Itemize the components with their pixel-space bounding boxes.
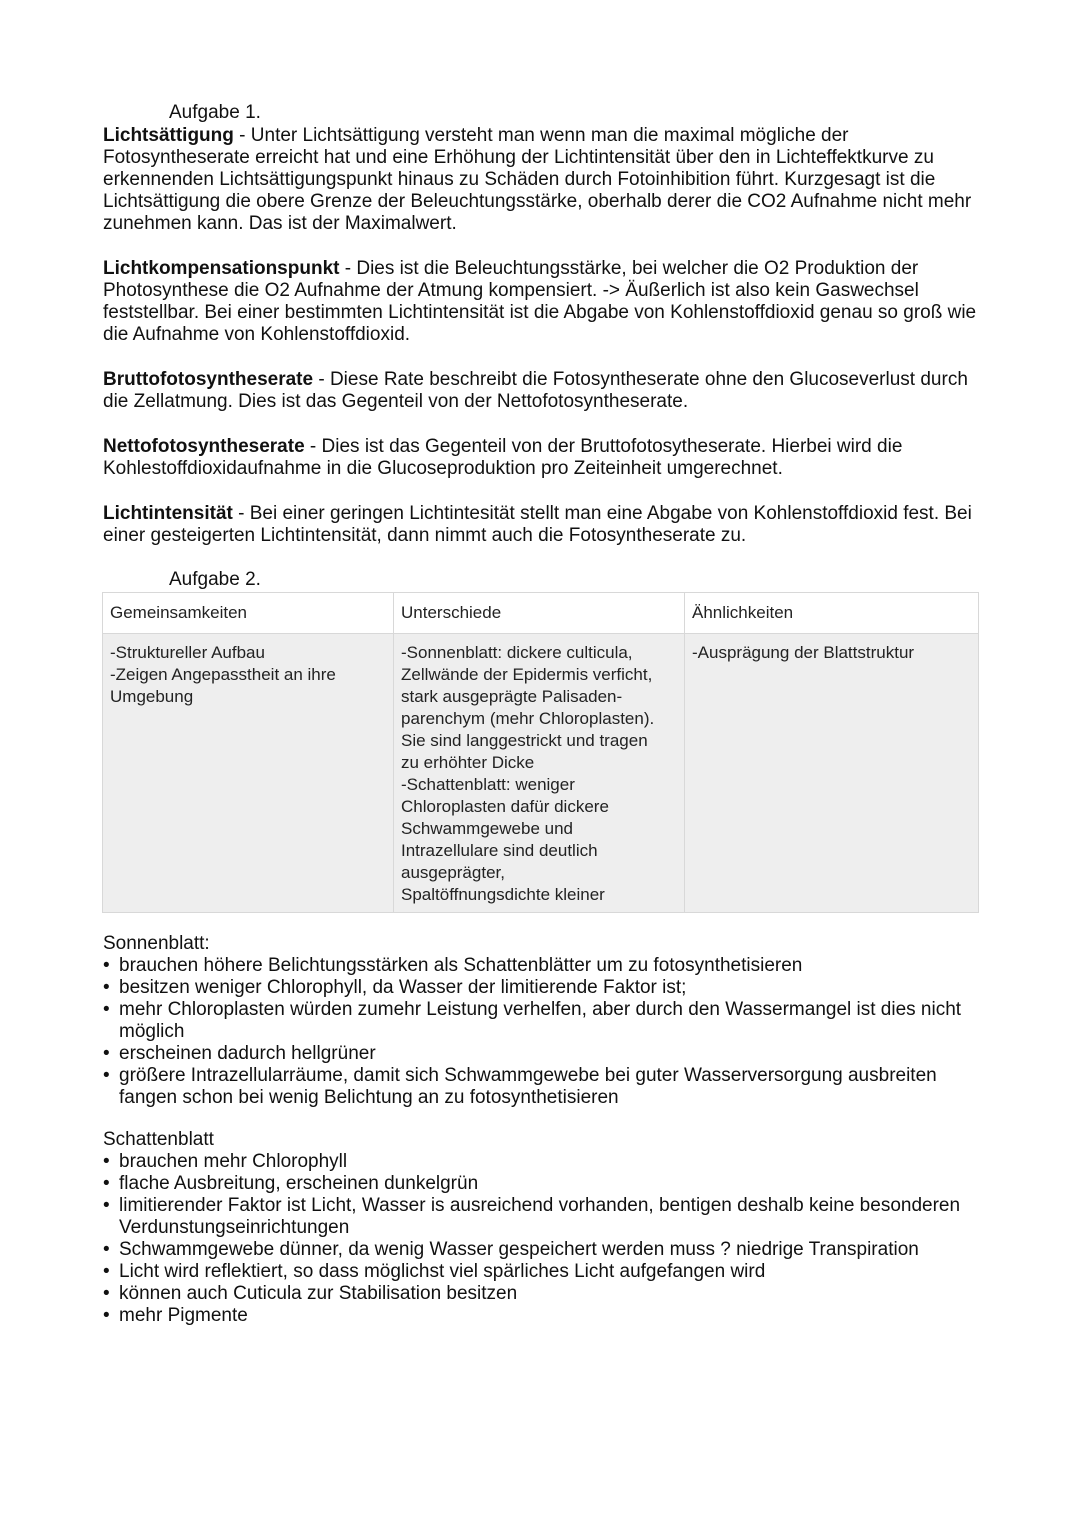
definition-nettofotosyntheserate [103,436,983,480]
definition-term: Nettofotosyntheserate [103,436,305,457]
sun-leaf-title: Sonnenblatt: [103,933,210,954]
cell-aehnlichkeiten [685,634,979,913]
cell-line: Spaltöffnungsdichte kleiner [401,885,605,904]
sun-leaf-section [103,933,983,1109]
cell-line: -Schattenblatt: weniger [401,775,575,794]
comparison-table [102,592,979,913]
list-item: • besitzen weniger Chlorophyll, da Wasser der limitierende Faktor ist; [103,977,687,998]
definition-lichtintensitaet [103,503,983,547]
list-item: • mehr Pigmente [103,1305,248,1326]
cell-line: Zellwände der Epidermis verficht, [401,665,653,684]
cell-line: ausgeprägter, [401,863,505,882]
list-item: • Licht wird reflektiert, so dass möglichst viel spärliches Licht aufgefangen wird [103,1261,766,1282]
list-item: • erscheinen dadurch hellgrüner [103,1043,376,1064]
cell-line: Schwammgewebe und [401,819,573,838]
header-gemeinsamkeiten: Gemeinsamkeiten [103,593,394,634]
definition-bruttofotosyntheserate [103,369,983,413]
cell-gemeinsamkeiten [103,634,394,913]
definition-text: - Dies ist die Beleuchtungsstärke, bei welcher die O2 Produktion der Photosynthese die O2 Aufnahme der Atmung kompensiert. -> Äußerlich ist also kein Gaswechsel feststellbar. Bei einer bestimmten Lichtintensität ist die Abgabe von Kohlenstoffdioxid genau so groß wie die Aufnahme von Kohlenstoffdioxid. [103,258,977,345]
cell-line: parenchym (mehr Chloroplasten). [401,709,655,728]
cell-unterschiede [394,634,685,913]
cell-line: stark ausgeprägte Palisaden- [401,687,623,706]
definition-lichtsaettigung [103,125,983,235]
cell-line: zu erhöhter Dicke [401,753,535,772]
list-item: • mehr Chloroplasten würden zumehr Leistung verhelfen, aber durch den Wassermangel ist dies nicht möglich [103,999,962,1042]
definition-text: - Bei einer geringen Lichtintesität stellt man eine Abgabe von Kohlenstoffdioxid fest. Bei einer gesteigerten Lichtintensität, dann nimmt auch die Fotosyntheserate zu. [103,503,972,546]
definition-term: Lichtkompensationspunkt [103,258,340,279]
definition-text: - Diese Rate beschreibt die Fotosyntheserate ohne den Glucoseverlust durch die Zellatmung. Dies ist das Gegenteil von der Nettofotosyntheserate. [103,369,968,412]
table-header-row [103,593,979,634]
shade-leaf-title: Schattenblatt [103,1129,214,1150]
sun-leaf-list [103,955,983,1109]
header-aehnlichkeiten: Ähnlichkeiten [685,593,979,634]
definition-term: Lichtintensität [103,503,233,524]
cell-line: -Sonnenblatt: dickere culticula, [401,643,633,662]
task1-heading: Aufgabe 1. [169,102,261,123]
cell-line: Sie sind langgestrickt und tragen [401,731,648,750]
definition-lichtkompensationspunkt [103,258,983,346]
shade-leaf-list [103,1151,983,1327]
cell-line: -Zeigen Angepasstheit an ihre [110,665,336,684]
list-item: • brauchen höhere Belichtungsstärken als Schattenblätter um zu fotosynthetisieren [103,955,803,976]
table-row [103,634,979,913]
definition-term: Lichtsättigung [103,125,234,146]
cell-line: Intrazellulare sind deutlich [401,841,598,860]
cell-line: -Struktureller Aufbau [110,643,265,662]
cell-line: Chloroplasten dafür dickere [401,797,609,816]
definition-term: Bruttofotosyntheserate [103,369,314,390]
shade-leaf-section [103,1129,983,1327]
cell-line: Umgebung [110,687,194,706]
list-item: • limitierender Faktor ist Licht, Wasser is ausreichend vorhanden, bentigen deshalb keine besonderen Verdunstungseinrichtungen [103,1195,961,1238]
definition-text: - Unter Lichtsättigung versteht man wenn man die maximal mögliche der Fotosyntheserate erreicht hat und eine Erhöhung der Lichtintensität über den in Lichteffektkurve zu erkennenden Lichtsättigungspunkt hinaus zu Schäden durch Fotoinhibition führt. Kurzgesagt ist die Lichtsättigung die obere Grenze der Beleuchtungsstärke, oberhalb derer die CO2 Aufnahme nicht mehr zunehmen kann. Das ist der Maximalwert. [103,125,972,234]
list-item: • flache Ausbreitung, erscheinen dunkelgrün [103,1173,479,1194]
definition-text: - Dies ist das Gegenteil von der Bruttofotosytheserate. Hierbei wird die Kohlestoffdioxidaufnahme in die Glucoseproduktion pro Zeiteinheit umgerechnet. [103,436,903,479]
header-unterschiede: Unterschiede [394,593,685,634]
task2-heading: Aufgabe 2. [169,569,261,590]
list-item: • können auch Cuticula zur Stabilisation besitzen [103,1283,518,1304]
list-item: • Schwammgewebe dünner, da wenig Wasser gespeichert werden muss ? niedrige Transpiration [103,1239,919,1260]
list-item: • größere Intrazellularräume, damit sich Schwammgewebe bei guter Wasserversorgung ausbreiten fangen schon bei wenig Belichtung an zu fotosynthetisieren [103,1065,937,1108]
list-item: • brauchen mehr Chlorophyll [103,1151,348,1172]
cell-line: -Ausprägung der Blattstruktur [692,643,915,662]
